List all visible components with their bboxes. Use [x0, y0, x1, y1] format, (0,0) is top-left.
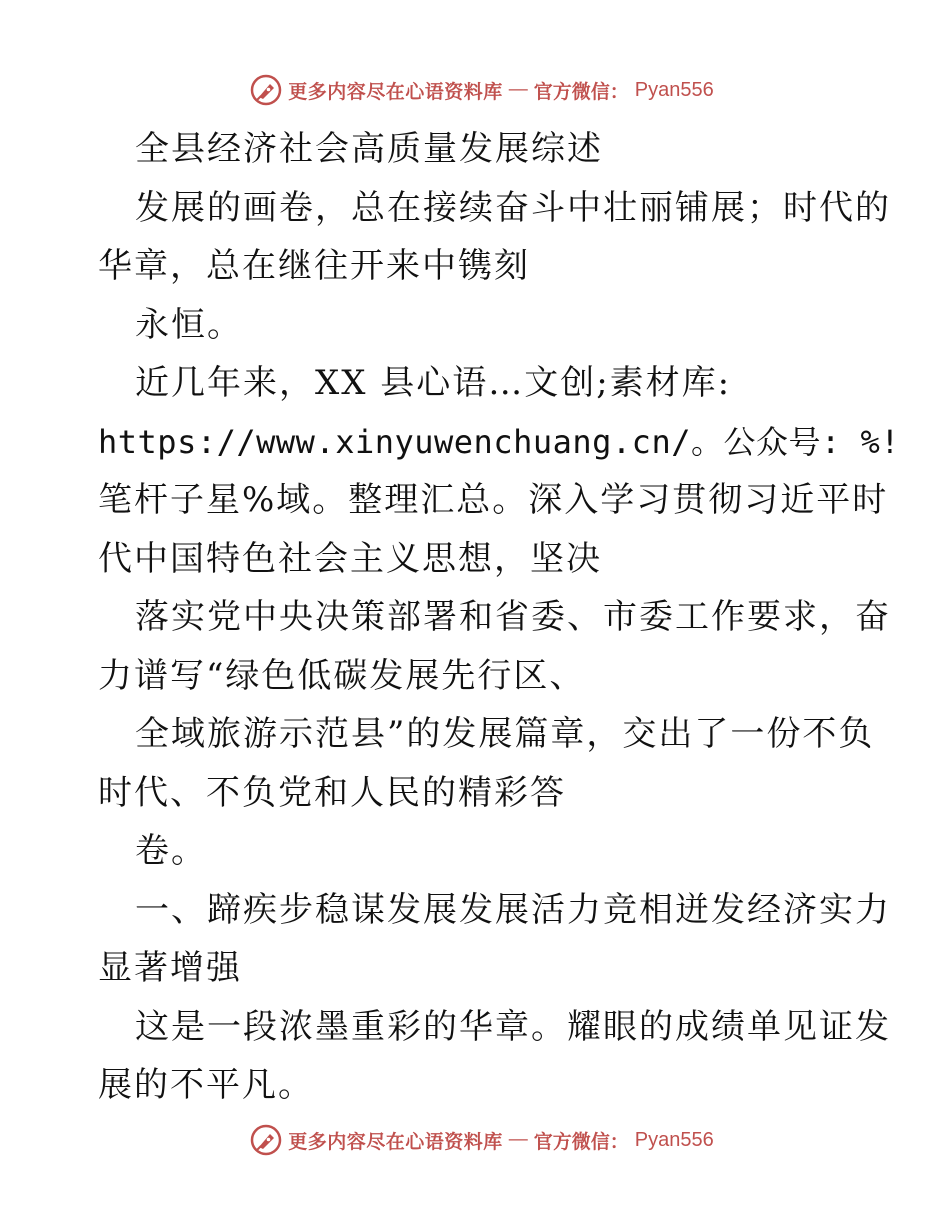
watermark-group: [250, 1124, 714, 1156]
paragraph-line: 永恒。: [135, 304, 243, 345]
paragraph-line: 全域旅游示范县”的发展篇章，交出了一份不负: [135, 714, 875, 754]
pen-nib-icon: [250, 74, 282, 106]
paragraph-line: 华章，总在继往开来中镌刻: [98, 246, 530, 286]
paragraph-line: 时代、不负党和人民的精彩答: [98, 772, 566, 813]
document-title: 全县经济社会高质量发展综述: [135, 129, 603, 169]
section-heading: 一、蹄疾步稳谋发展发展活力竞相迸发经济实力: [135, 889, 891, 930]
paragraph-line: 展的不平凡。: [98, 1065, 314, 1105]
watermark-wechat-id: Pyan556: [634, 78, 714, 101]
paragraph-line: 力谱写“绿色低碳发展先行区、: [98, 655, 586, 696]
section-heading-continued: 显著增强: [98, 948, 242, 988]
document-body: [98, 120, 901, 1115]
watermark-text: 更多内容尽在心语资料库: [288, 1130, 503, 1153]
paragraph-line: 代中国特色社会主义思想，坚决: [98, 538, 602, 579]
watermark-dash: —: [508, 1129, 528, 1150]
pen-nib-icon: [250, 1124, 282, 1156]
watermark-dash: —: [508, 79, 528, 100]
watermark-subtext: 官方微信：: [533, 80, 629, 103]
watermark-wechat-id: Pyan556: [634, 1128, 714, 1151]
paragraph-line: 发展的画卷，总在接续奋斗中壮丽铺展；时代的: [135, 187, 891, 228]
watermark-subtext: 官方微信：: [533, 1130, 629, 1153]
paragraph-line: 近几年来，XX 县心语…文创;素材库:: [135, 363, 732, 403]
paragraph-line: 笔杆子星%域。整理汇总。深入学习贯彻习近平时: [98, 480, 889, 520]
paragraph-line-url: https://www.xinyuwenchuang.cn/。公众号: %!: [98, 422, 901, 461]
paragraph-line: 落实党中央决策部署和省委、市委工作要求，奋: [135, 597, 891, 637]
header-watermark: [0, 70, 950, 110]
paragraph-line: 卷。: [135, 831, 207, 871]
watermark-text: 更多内容尽在心语资料库: [288, 80, 503, 103]
watermark-group: [250, 74, 714, 106]
paragraph-line: 这是一段浓墨重彩的华章。耀眼的成绩单见证发: [135, 1006, 891, 1047]
footer-watermark: [0, 1120, 950, 1160]
